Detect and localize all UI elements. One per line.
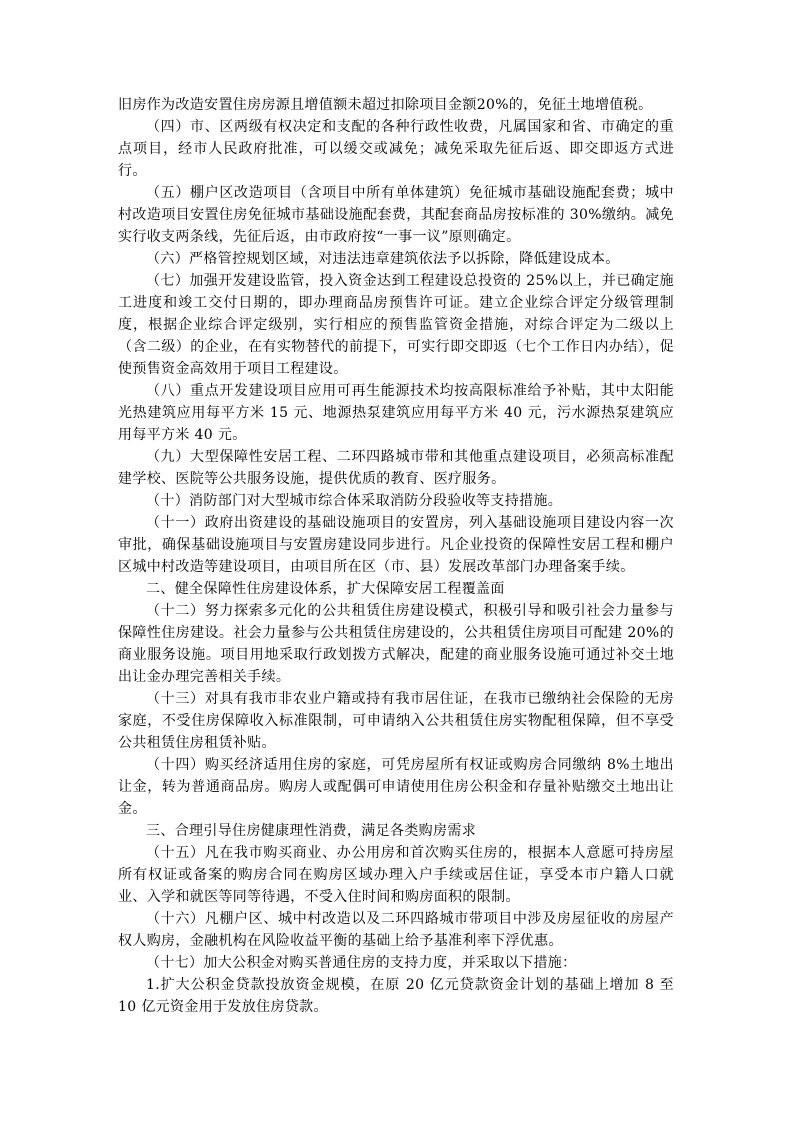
section-heading-2: 二、健全保障性住房建设体系，扩大保障安居工程覆盖面: [146, 581, 505, 597]
paragraph-item-9: （九）大型保障性安居工程、二环四路城市带和其他重点建设项目，必须高标准配建学校、医院等公共服务设施，提供优质的教育、医疗服务。: [118, 449, 674, 487]
paragraph-land-tax: 旧房作为改造安置住房房源且增值额未超过扣除项目金额20%的，免征土地增值税。: [118, 97, 653, 113]
section-heading-3: 三、合理引导住房健康理性消费，满足各类购房需求: [146, 823, 477, 839]
paragraph-item-11: （十一）政府出资建设的基础设施项目的安置房，列入基础设施项目建设内容一次审批，确保基础设施项目与安置房建设同步进行。凡企业投资的保障性安居工程和棚户区城中村改造等建设项目，由项目所在区（市、县）发展改革部门办理备案手续。: [118, 515, 674, 575]
paragraph-item-7: （七）加强开发建设监管，投入资金达到工程建设总投资的 25%以上，并已确定施工进度和竣工交付日期的，即办理商品房预售许可证。建立企业综合评定分级管理制度，根据企业综合评定级别，实行相应的预售监管资金措施，对综合评定为二级以上（含二级）的企业，在有实物替代的前提下，可实行即交即返（七个工作日内办结），促使预售资金高效用于项目工程建设。: [118, 273, 674, 377]
paragraph-item-5: （五）棚户区改造项目（含项目中所有单体建筑）免征城市基础设施配套费；城中村改造项目安置住房免征城市基础设施配套费，其配套商品房按标准的 30%缴纳。减免实行收支两条线，先征后返，由市政府按“一事一议”原则确定。: [118, 185, 674, 245]
paragraph-item-6: （六）严格管控规划区域，对违法违章建筑依法予以拆除，降低建设成本。: [146, 251, 620, 267]
paragraph-item-15: （十五）凡在我市购买商业、办公用房和首次购买住房的，根据本人意愿可持房屋所有权证或备案的购房合同在购房区域办理入户手续或居住证，享受本市户籍人口就业、入学和就医等同等待遇，不受入住时间和购房面积的限制。: [118, 845, 674, 905]
paragraph-item-17: （十七）加大公积金对购买普通住房的支持力度，并采取以下措施：: [146, 955, 577, 971]
paragraph-item-8: （八）重点开发建设项目应用可再生能源技术均按高限标准给予补贴，其中太阳能光热建筑应用每平方米 15 元、地源热泵建筑应用每平方米 40 元，污水源热泵建筑应用每平方米 40 元。: [118, 383, 674, 443]
paragraph-item-12: （十二）努力探索多元化的公共租赁住房建设模式，积极引导和吸引社会力量参与保障性住房建设。社会力量参与公共租赁住房建设的，公共租赁住房项目可配建 20%的商业服务设施。项目用地采取行政划拨方式解决，配建的商业服务设施可通过补交土地出让金办理完善相关手续。: [118, 603, 674, 685]
document-page: [118, 94, 674, 1018]
paragraph-item-4: （四）市、区两级有权决定和支配的各种行政性收费，凡属国家和省、市确定的重点项目，经市人民政府批准，可以缓交或减免；减免采取先征后返、即交即返方式进行。: [118, 119, 674, 179]
paragraph-subitem-1: 1.扩大公积金贷款投放资金规模，在原 20 亿元贷款资金计划的基础上增加 8 至 10 亿元资金用于发放住房贷款。: [118, 977, 674, 1015]
paragraph-item-14: （十四）购买经济适用住房的家庭，可凭房屋所有权证或购房合同缴纳 8%土地出让金，转为普通商品房。购房人或配偶可申请使用住房公积金和存量补贴缴交土地出让金。: [118, 757, 674, 817]
paragraph-item-13: （十三）对具有我市非农业户籍或持有我市居住证，在我市已缴纳社会保险的无房家庭，不受住房保障收入标准限制，可申请纳入公共租赁住房实物配租保障，但不享受公共租赁住房租赁补贴。: [118, 691, 674, 751]
paragraph-item-10: （十）消防部门对大型城市综合体采取消防分段验收等支持措施。: [146, 493, 563, 509]
paragraph-item-16: （十六）凡棚户区、城中村改造以及二环四路城市带项目中涉及房屋征收的房屋产权人购房，金融机构在风险收益平衡的基础上给予基准利率下浮优惠。: [118, 911, 674, 949]
